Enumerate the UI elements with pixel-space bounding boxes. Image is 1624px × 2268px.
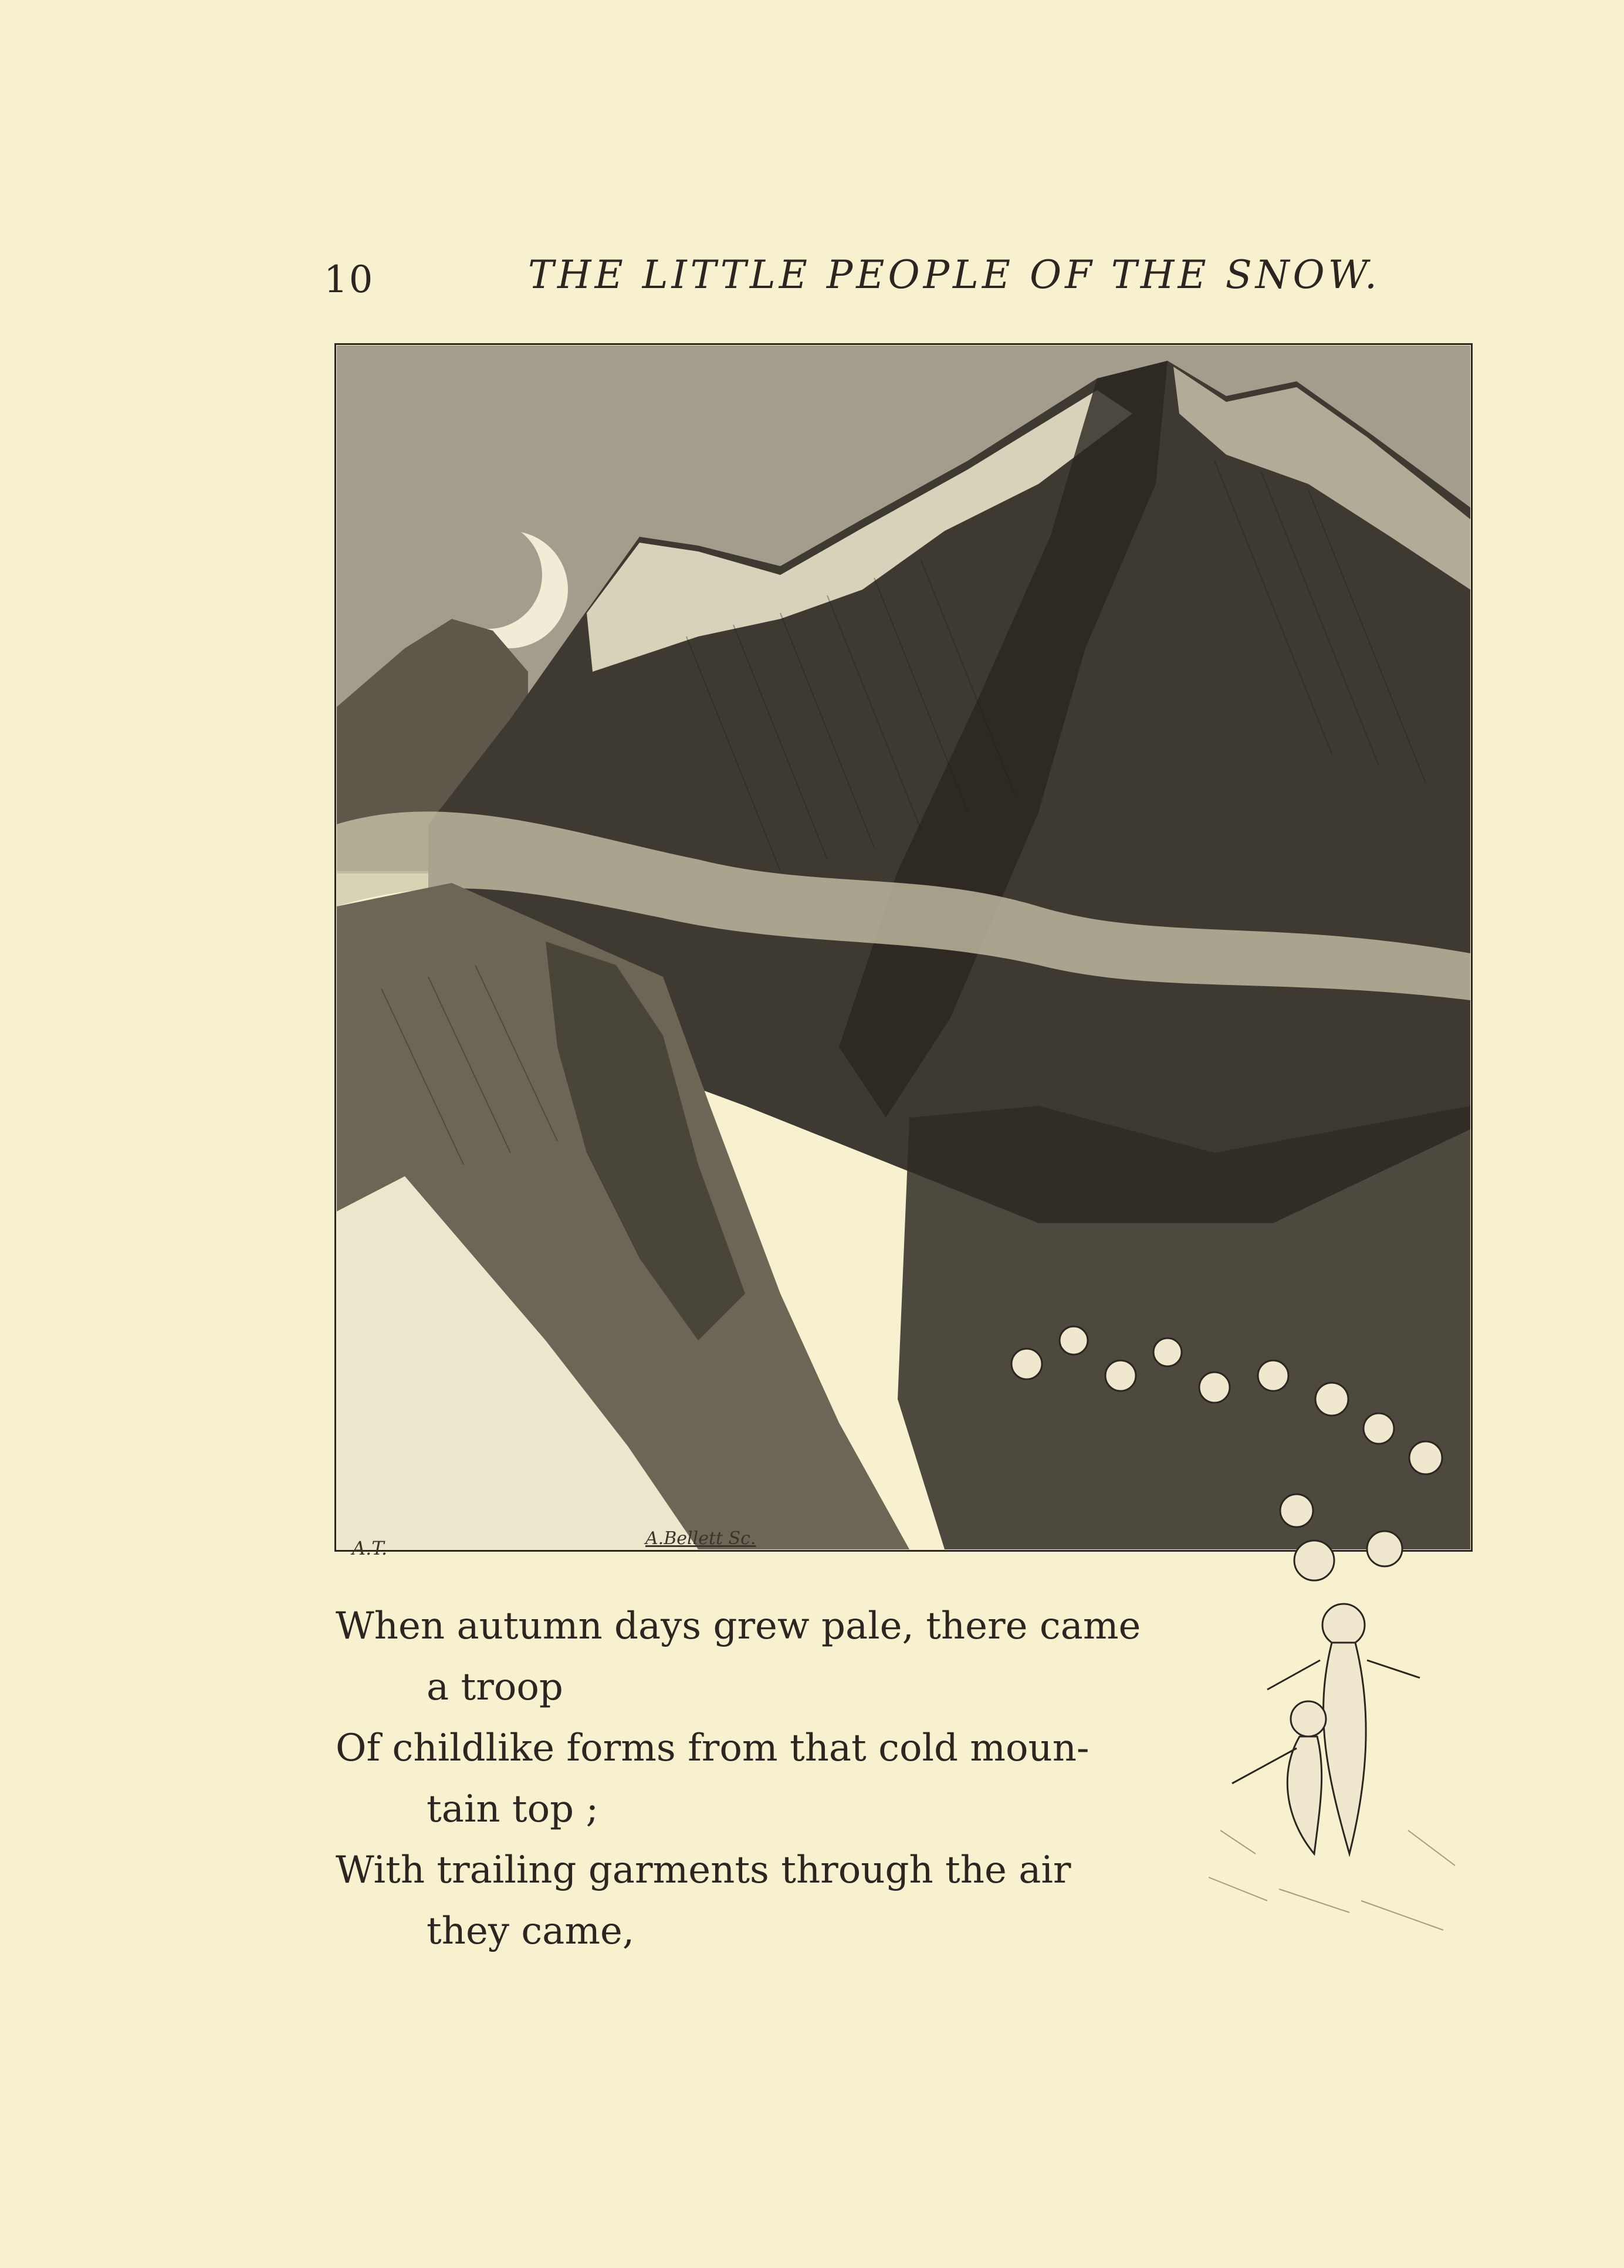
poem-line: tain top ; [427,1788,599,1831]
engraving-svg [334,343,1473,1552]
page-number: 10 [324,258,374,302]
poem-line: they came, [427,1910,635,1953]
poem-stanza [336,1596,1145,1962]
fairy-overflow-illustration [1197,1525,1478,1948]
poem-line: a troop [427,1666,563,1709]
snow-sketch-lines [1209,1830,1455,1930]
poem-line: Of childlike forms from that cold moun- [336,1727,1090,1770]
engraver-signature: A.Bellett Sc. [645,1528,756,1549]
poem-line: With trailing garments through the air [336,1849,1071,1892]
poem-line: When autumn days grew pale, there came [336,1604,1141,1648]
artist-monogram: A.T. [352,1537,388,1559]
engraving-illustration [334,343,1473,1552]
running-title: THE LITTLE PEOPLE OF THE SNOW. [528,252,1381,297]
fairy-figures [1232,1531,1420,1854]
valley [898,1106,1470,1549]
